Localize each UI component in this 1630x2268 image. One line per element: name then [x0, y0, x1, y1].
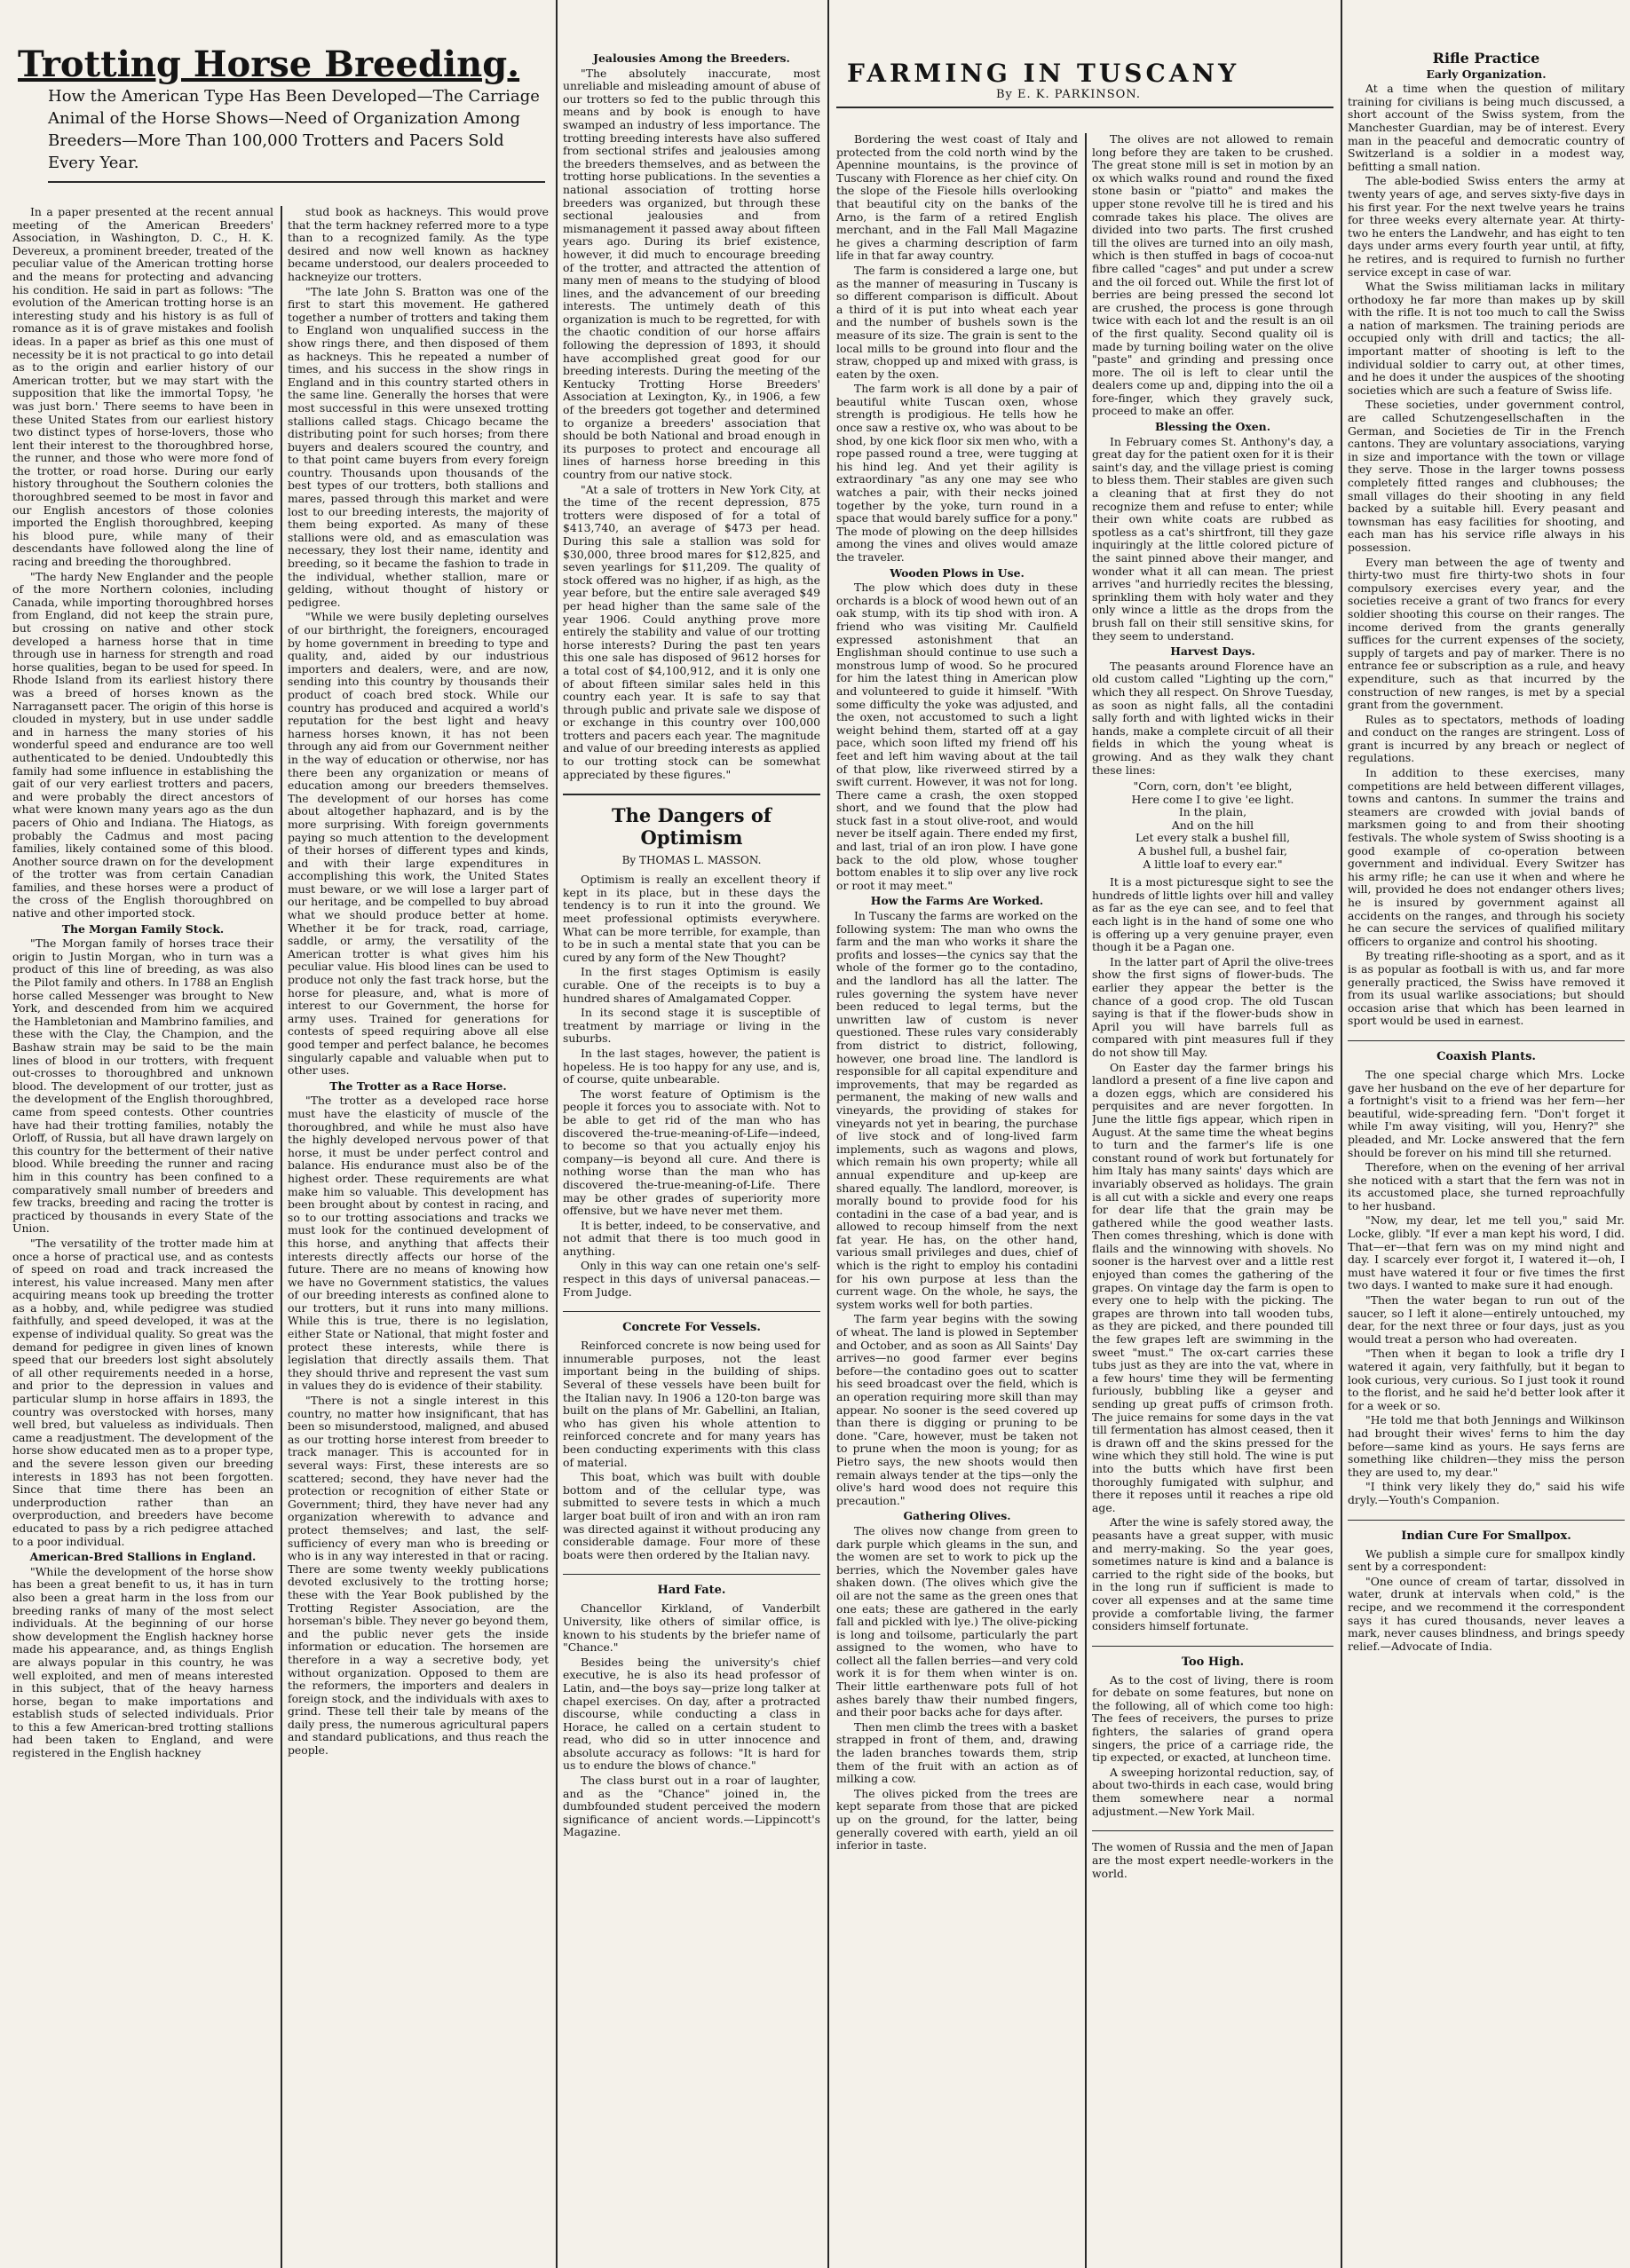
paragraph: The class burst out in a roar of laughter, and as the "Chance" joined in, the dumbfounded student perceived the modern significance of ancient words.—Lippincott's Magazine. — [563, 1774, 820, 1839]
verse-line: A bushel full, a bushel fair, — [1138, 844, 1287, 858]
paragraph: Therefore, when on the evening of her arrival she noticed with a start that the fern was not in its accustomed place, she turned reproachfully to her husband. — [1348, 1160, 1625, 1213]
paragraph: The worst feature of Optimism is the people it forces you to associate with. Not to be able to get rid of the man who has discovered the-true-meaning-of-Life—indeed, to become so that you actually enjoy his company—is beyond all cure. And there is nothing worse than the man who has discovered the-true-meaning-of-Life. There may be other grades of superiority more offensive, but we have never met them. — [563, 1087, 820, 1218]
paragraph: In its second stage it is susceptible of treatment by marriage or living in the suburbs. — [563, 1006, 820, 1046]
verse-line: A little loaf to every ear." — [1143, 857, 1283, 871]
paragraph: "While the development of the horse show has been a great benefit to us, it has in turn also been a great harm in the loss from our breeding ranks of many of the most select individuals. At the beginning of our horse show development the English hackney horse made his appearance, and, as things English are always popular in this country, he was well exploited, and men of means interested in this subject, that of the heavy harness horse, began to make importations and establish studs of selected individuals. Prior to this a few American-bred trotting stallions had been taken to England, and were registered in the English hackney — [12, 1564, 273, 1760]
paragraph: In February comes St. Anthony's day, a great day for the patient oxen for it is their saint's day, and the village priest is coming to bless them. Their stables are given such a cleaning that at first they do not recognize them and refuse to enter; while their own white coats are rubbed as spotless as a cat's shirtfront, till they gaze inquiringly at the little colored picture of the saint pinned above their manger, and wonder what it all can mean. The priest arrives "and hurriedly recites the blessing, sprinkling them with holy water and they only wince a little as the drops from the brush fall on their still sensitive skins, for they seem to understand. — [1092, 434, 1333, 643]
paragraph: "Now, my dear, let me tell you," said Mr. Locke, glibly. "If ever a man kept his word, I did. That—er—that fern was on my mind night and day. I scarcely ever forgot it, I watered it—oh, I must have watered it four or five times the first two days. I wanted to make sure it had enough. — [1348, 1213, 1625, 1292]
column-rule — [556, 0, 558, 2268]
paragraph: "One ounce of cream of tartar, dissolved in water, drunk at intervals when cold," is the recipe, and we recommend it the correspondent says it has cured thousands, never leaves a mark, never causes blindness, and brings speedy relief.—Advocate of India. — [1348, 1574, 1625, 1653]
farming-header — [836, 39, 1333, 117]
column-1 — [12, 206, 273, 2262]
trotting-title: Trotting Horse Breeding. — [18, 43, 520, 85]
divider — [836, 107, 1333, 108]
trotting-col1-a — [12, 206, 273, 921]
paragraph: The olives picked from the trees are kept separate from those that are picked up on the ground, for the latter, being generally covered with earth, yield an oil inferior in taste. — [836, 1786, 1078, 1853]
paragraph: "The late John S. Bratton was one of the first to start this movement. He gathered together a number of trotters and taking them to England won unqualified success in the show rings there, and then disposed of them as hackneys. This he repeated a number of times, and his success in the show rings in England and in this country started others in the same line. Generally the horses that were most successful in this were unsexed trotting stallions called stags. Chicago became the distributing point for such horses; from there buyers and dealers scoured the country, and to that point came buyers from every foreign country. Thousands upon thousands of the best types of our trotters, both stallions and mares, passed through this market and were lost to our breeding interests, the majority of them being exported. As many of these stallions were old, and as emasculation was necessary, they lost their name, identity and breeding, so it became the fashion to trade in the individual, whether stallion, mare or gelding, without thought of history or pedigree. — [288, 284, 549, 609]
paragraph: In addition to these exercises, many competitions are held between different villages, towns and cantons. In summer the trains and steamers are crowded with jovial bands of marksmen going to and from their shooting festivals. The whole system of Swiss shooting is a good example of co-operation between government and individual. Every Switzer has his army rifle; he can use it when and where he will, provided he does not endanger others lives; he is insured by government against all accidents on the ranges, and through his society he can secure the services of qualified military officers to organize and control his shooting. — [1348, 766, 1625, 948]
verse-line: In the plain, — [1178, 805, 1247, 819]
subheading: Early Organization. — [1426, 67, 1547, 81]
paragraph: The farm work is all done by a pair of beautiful white Tuscan oxen, whose strength is prodigious. He tells how he once saw a restive ox, who was about to be shod, by one kick floor six men who, with a rope passed round a tree, were tugging at his hind leg. And yet their agility is extraordinary "as any one may see who watches a pair, with their necks joined together by the yoke, turn round in a space that would barely suffice for a pony." The mode of plowing on the deep hillsides among the vines and olives would amaze the traveler. — [836, 382, 1078, 564]
paragraph: In the last stages, however, the patient is hopeless. He is too happy for any use, and is, of course, quite unbearable. — [563, 1046, 820, 1087]
subheading: How the Farms Are Worked. — [870, 894, 1044, 908]
paragraph: "While we were busily depleting ourselves of our birthright, the foreigners, encouraged by home government in breeding to type and quality, and, aided by our industrious importers and dealers, were, and are now, sending into this country by thousands their product of coach bred stock. While our country has produced and acquired a world's reputation for the best light and heavy harness horses known, it has not been through any aid from our Government neither in the way of education or otherwise, nor has there been any organization or means of education among our breeders themselves. The development of our horses has come about altogether haphazard, and is by the more surprising. With foreign governments paying so much attention to the development of their horses of different types and kinds, and with their large expenditures in accomplishing this work, the United States must beware, or we will lose a larger part of our heritage, and be compelled to buy abroad what we should produce better at home. Whether it be for track, road, carriage, saddle, or army, the versatility of the American trotter is what gives him his peculiar value. His blood lines can be used to produce not only the fast track horse, but the horse for pleasure, and, what is more of interest to our Government, the horse for army uses. Trained for generations for contests of speed requiring above all else good temper and perfect balance, he becomes singularly capable and valuable when put to other uses. — [288, 610, 549, 1078]
paragraph: Chancellor Kirkland, of Vanderbilt University, like others of similar office, is known to his students by the briefer name of "Chance." — [563, 1601, 820, 1655]
paragraph: The farm year begins with the sowing of wheat. The land is plowed in September and October, and as soon as All Saints' Day arrives—no good farmer ever begins before—the contadino goes out to scatter his seed broadcast over the field, which is an operation requiring more skill than may appear. No sooner is the seed covered up than there is digging or pruning to be done. "Care, however, must be taken not to prune when the moon is young; for as Pietro says, the new shoots would then remain always tender at the tips—only the olive's hard wood does not require this precaution." — [836, 1312, 1078, 1507]
paragraph: The olives now change from green to dark purple which gleams in the sun, and the women are set to work to pick up the berries, which the November gales have shaken down. (The olives which give the oil are not the same as the green ones that one eats; these are gathered in the early fall and pickled with lye.) The olive-picking is long and toilsome, particularly the part assigned to the women, who have to collect all the fallen berries—and very cold work it is for them when winter is on. Their little earthenware pots full of hot ashes barely thaw their numbed fingers, and their poor backs ache for days after. — [836, 1523, 1078, 1719]
paragraph: In Tuscany the farms are worked on the following system: The man who owns the farm and the man who works it share the profits and losses—the cynics say that the whole of the former go to the contadino, and the landlord has all the latter. The rules governing the system have never been reduced to legal terms, but the unwritten law of custom is never questioned. These rules vary considerably from district to district, following, however, one broad line. The landlord is responsible for all capital expenditure and improvements, that may be regarded as permanent, the making of new walls and vineyards, the providing of stakes for vineyards not yet in bearing, the purchase of live stock and of long-lived farm implements, such as wagons and plows, which remain his own property; while all annual expenditure and up-keep are shared equally. The landlord, moreover, is morally bound to provide food for his contadini in the case of a bad year, and is allowed to recoup himself from the next fat year. He has, on the other hand, various small privileges and dues, chief of which is the right to employ his contadini for his own purpose at less than the current wage. On the whole, he says, the system works well for both parties. — [836, 909, 1078, 1311]
verse-line: Here come I to give 'ee light. — [1131, 792, 1294, 806]
paragraph: A sweeping horizontal reduction, say, of about two-thirds in each case, would bring them somewhere near a normal adjustment.—New York Mail. — [1092, 1765, 1333, 1818]
farming-title: FARMING IN TUSCANY — [847, 59, 1240, 88]
paragraph: Rules as to spectators, methods of loading and conduct on the ranges are stringent. Loss of grant is incurred by any breach or neglect of regulations. — [1348, 712, 1625, 765]
paragraph: By treating rifle-shooting as a sport, and as it is as popular as football is with us, and far more generally practiced, the Swiss have removed it from its usual warlike associations; but should occasion arise that which has been learned in sport would be used in earnest. — [1348, 949, 1625, 1028]
paragraph: Only in this way can one retain one's self-respect in this days of universal panaceas.—From Judge. — [563, 1259, 820, 1299]
optimism-title: The Dangers of Optimism — [563, 794, 820, 849]
verse-block — [1092, 780, 1333, 871]
paragraph: This boat, which was built with double bottom and of the cellular type, was submitted to severe tests in which a much larger boat built of iron and with an iron ram was directed against it without producing any considerable damage. Four more of these boats were then ordered by the Italian navy. — [563, 1470, 820, 1561]
hardfate-title: Hard Fate. — [563, 1574, 820, 1597]
paragraph: The farm is considered a large one, but as the manner of measuring in Tuscany is so different comparison is difficult. About a third of it is put into wheat each year and the number of bushels sown is the measure of its size. The grain is sent to the local mills to be ground into flour and the straw, chopped up and mixed with grass, is eaten by the oxen. — [836, 263, 1078, 381]
subheading: Jealousies Among the Breeders. — [593, 51, 790, 65]
column-4 — [836, 133, 1078, 2262]
toohigh-title: Too High. — [1092, 1646, 1333, 1669]
paragraph: Bordering the west coast of Italy and protected from the cold north wind by the Apennine mountains, is the province of Tuscany with Florence as her chief city. On the slope of the Fiesole hills overlooking that beautiful city on the banks of the Arno, is the farm of a retired English merchant, and in the Fall Mall Magazine he gives a charming description of farm life in that far away country. — [836, 133, 1078, 263]
paragraph: Reinforced concrete is now being used for innumerable purposes, not the least important being in the building of ships. Several of these vessels have been built for the Italian navy. In 1906 a 120-ton barge was built on the plans of Mr. Gabellini, an Italian, who has given his whole attention to reinforced concrete and for many years has been conducting experiments with this class of material. — [563, 1339, 820, 1469]
paragraph: The peasants around Florence have an old custom called "Lighting up the corn," which they all respect. On Shrove Tuesday, as soon as night falls, all the contadini sally forth and with lighted wicks in their hands, make a complete circuit of all their fields in which the young wheat is growing. And as they walk they chant these lines: — [1092, 659, 1333, 777]
verse-line: And on the hill — [1171, 818, 1254, 832]
paragraph: "The versatility of the trotter made him at once a horse of practical use, and as contests of speed on road and track increased the interest, his value increased. Many men after acquiring means took up breeding the trotter as a hobby, and, while pedigree was studied faithfully, and speed developed, it was at the expense of individual quality. So great was the demand for pedigree in given lines of known speed that our breeders lost sight absolutely of all other requirements needed in a horse, and prior to the depression in values and particular slump in horse affairs in 1893, the country was overstocked with horses, many well bred, but valueless as individuals. Then came a readjustment. The development of the horse show educated men as to a proper type, and the severe lesson given our breeding interests in 1893 has not been forgotten. Since that time there has been an underproduction rather than an overproduction, and breeders have become educated to pass by a rich pedigree attached to a poor individual. — [12, 1236, 273, 1548]
women-note — [1092, 1830, 1333, 1880]
paragraph: What the Swiss militiaman lacks in military orthodoxy he far more than makes up by skill with the rifle. It is not too much to call the Swiss a nation of marksmen. The training periods are occupied only with drill and tactics; the all-important matter of shooting is left to the individual soldier to carry out, at other times, and he does it under the auspices of the shooting societies which are such a feature of Swiss life. — [1348, 280, 1625, 397]
paragraph: "There is not a single interest in this country, no matter how insignificant, that has been so misunderstood, maligned, and abused as our trotting horse interest from breeder to track manager. This is accounted for in several ways: First, these interests are so scattered; second, they have never had the protection or recognition of either State or Government; third, they have never had any organization wherewith to advance and protect themselves; and last, the self-sufficiency of every man who is breeding or who is in any way interested in that or racing. There are some twenty weekly publications devoted exclusively to the trotting horse; these with the Year Book published by the Trotting Register Association, are the horseman's bible. They never go beyond them, and the public never gets the inside information or education. The horsemen are therefore in a way a secretive body, yet without organization. Opposed to them are the reformers, the importers and dealers in foreign stock, and the individuals with axes to grind. These tell their tale by means of the daily press, the numerous agricultural papers and standard publications, and thus reach the people. — [288, 1394, 549, 1758]
column-5 — [1092, 133, 1333, 2262]
paragraph: stud book as hackneys. This would prove that the term hackney referred more to a type than to a recognized family. As the type desired and now well known as hackney became understood, our dealers proceeded to hackneyize our trotters. — [288, 206, 549, 283]
column-6 — [1348, 50, 1625, 2262]
paragraph: We publish a simple cure for smallpox kindly sent by a correspondent: — [1348, 1546, 1625, 1574]
plants-title: Coaxish Plants. — [1348, 1040, 1625, 1063]
paragraph: "At a sale of trotters in New York City, at the time of the recent depression, 875 trotters were disposed of for a total of $413,740, an average of $473 per head. During this sale a stallion was sold for $30,000, three brood mares for $12,825, and seven yearlings for $11,209. The quality of stock offered was no higher, if as high, as the year before, but the entire sale averaged $49 per head higher than the same sale of the year 1906. Could anything prove more entirely the stability and value of our trotting horse interests? During the past ten years this one sale has disposed of 9612 horses for a total cost of $4,100,912, and it is only one of about fifteen similar sales held in this country each year. It is safe to say that through public and private sale we dispose of or exchange in this country over 100,000 trotters and pacers each year. The magnitude and value of our breeding interests as applied to our trotting stock can be somewhat appreciated by these figures." — [563, 482, 820, 781]
paragraph: The plow which does duty in these orchards is a block of wood hewn out of an oak stump, with its tip shod with iron. A friend who was visiting Mr. Caulfield expressed astonishment that an Englishman should continue to use such a monstrous lump of wood. So he procured for him the latest thing in American plow and volunteered to guide it himself. "With some difficulty the yoke was adjusted, and the oxen, not accustomed to such a light weight behind them, started off at a gay pace, which soon lifted my friend off his feet and left him waving about at the tail of that plow, like riverweed stirred by a swift current. However, it was not for long. There came a crash, the oxen stopped short, and we found that the plow had stuck fast in a stout olive-root, and would never be itself again. There ended my first, and last, trial of an iron plow. I have gone back to the old plow, whose tougher bottom enables it to slip over any live rock or root it may meet." — [836, 581, 1078, 892]
paragraph: Besides being the university's chief executive, he is also its head professor of Latin, and—the boys say—prize long talker at chapel exercises. On day, after a protracted discourse, while conducting a class in Horace, he called on a certain student to read, who did so in utter innocence and absolute accuracy as follows: "It is hard for us to endure the blows of chance." — [563, 1655, 820, 1773]
paragraph: In a paper presented at the recent annual meeting of the American Breeders' Association, in Washington, D. C., H. K. Devereux, a prominent breeder, treated of the peculiar value of the American trotting horse and the means for protecting and advancing his condition. He said in part as follows: "The evolution of the American trotting horse is an interesting study and his history is as full of romance as it is of grave mistakes and foolish ideas. In a paper as brief as this one must of necessity be it is not practical to go into detail as to the origin and earlier history of our American trotter, but we may start with the supposition that like the immortal Topsy, 'he was just born.' There seems to have been in these United States from our earliest history two distinct types of horse-lovers, those who lent their interest to the thoroughbred horse, the runner, and those who were more fond of the trotter, or road horse. During our early history throughout the Southern colonies the thoroughbred seemed to be most in favor and our English ancestors of those colonies imported the English thoroughbred, keeping his blood pure, while many of their descendants have followed along the line of racing and breeding the thoroughbred. — [12, 206, 273, 569]
column-rule — [1085, 133, 1087, 2268]
indian-title: Indian Cure For Smallpox. — [1348, 1520, 1625, 1543]
paragraph: "The absolutely inaccurate, most unreliable and misleading amount of abuse of our trotters so fed to the public through this means and by book is enough to have swamped an industry of less importance. The trotting breeding interests have also suffered from sectional strifes and jealousies among the breeders themselves, and as between the trotting horse publications. In the seventies a national association of trotting horse breeders was organized, but through these sectional jealousies and from mismanagement it passed away about fifteen years ago. During its brief existence, however, it did much to encourage breeding of the trotter, and attracted the attention of many men of means to the studying of blood lines, and the advancement of our breeding interests. The untimely death of this organization is much to be regretted, for with the chaotic condition of our horse affairs following the depression of 1893, it should have accomplished great good for our breeding interests. During the meeting of the Kentucky Trotting Horse Breeders' Association at Lexington, Ky., in 1906, a few of the breeders got together and determined to organize a breeders' association that should be both National and broad enough in its purposes to protect and encourage all lines of harness horse breeding in this country from our native stock. — [563, 66, 820, 481]
paragraph: "The Morgan family of horses trace their origin to Justin Morgan, who in turn was a product of this line of breeding, as was also the Pilot family and others. In 1788 an English horse called Messenger was brought to New York, and descended from him we acquired the Hambletonian and Mambrino families, and these with the Clay, the Champion, and the Bashaw strain may be said to be the main lines of blood in our trotters, with frequent out-crosses to thoroughbred and unknown blood. The development of our trotter, just as the development of the English thoroughbred, came from speed contests. Other countries have had their trotting families, notably the Orloff, of Russia, but all have drawn largely on this country for the betterment of their native blood. While breeding the runner and racing him in this country has been confined to a comparatively small number of breeders and few tracks, breeding and racing the trotter is practiced by thousands in every State of the Union. — [12, 936, 273, 1236]
trotting-deck: How the American Type Has Been Developed—The Carriage Animal of the Horse Shows—Need of Organization Among Breeders—More Than 100,000 Trotters and Pacers Sold Every Year. — [48, 85, 545, 183]
verse-line: Let every stalk a bushel fill, — [1135, 831, 1291, 845]
paragraph: As to the cost of living, there is room for debate on some features, but none on the following, all of which come too high: The fees of receivers, the purses to prize fighters, the salaries of grand opera singers, the price of a carriage ride, the tip expected, or exacted, at luncheon time. — [1092, 1672, 1333, 1765]
paragraph: In the latter part of April the olive-trees show the first signs of flower-buds. The earlier they appear the better is the chance of a good crop. The old Tuscan saying is that if the flower-buds show in April you will have barrels full as compared with pint measures full if they do not show till May. — [1092, 954, 1333, 1059]
concrete-title: Concrete For Vessels. — [563, 1311, 820, 1334]
verse-line: "Corn, corn, don't 'ee blight, — [1133, 779, 1293, 794]
subheading: The Trotter as a Race Horse. — [329, 1079, 507, 1093]
subheading: Wooden Plows in Use. — [890, 565, 1025, 580]
paragraph: On Easter day the farmer brings his landlord a present of a fine live capon and a dozen eggs, which are considered his perquisites and are never forgotten. In June the little figs appear, which ripen in August. At the same time the wheat begins to turn and the farmer's life is one constant round of work but fortunately for him Italy has many saints' days which are invariably observed as holidays. The grain is all cut with a sickle and every one reaps for dear life that the grain may be gathered while the good weather lasts. Then comes threshing, which is done with flails and the winnowing with shovels. No sooner is the harvest over and a little rest enjoyed than comes the gathering of the grapes. On vintage day the farm is open to every one to help with the picking. The grapes are thrown into tall wooden tubs, as they are picked, and there pounded till the few grapes left are swimming in the sweet "must." The ox-cart carries these tubs just as they are into the vat, where in a few hours' time they will be fermenting furiously, bubbling like a geyser and sending up great puffs of crimson froth. The juice remains for some days in the vat till fermentation has almost ceased, then it is drawn off and the skins pressed for the wine which they still hold. The wine is put into the butts which have first been thoroughly fumigated with sulphur, and there it reposes until it reaches a ripe old age. — [1092, 1060, 1333, 1514]
paragraph: At a time when the question of military training for civilians is being much discussed, a short account of the Swiss system, from the Manchester Guardian, may be of interest. Every man in the peaceful and democratic country of Switzerland is a soldier in a modest way, befitting a small nation. — [1348, 82, 1625, 173]
swiss-title: Rifle Practice — [1432, 50, 1540, 67]
farming-byline: By E. K. PARKINSON. — [996, 88, 1141, 101]
subheading: Gathering Olives. — [903, 1509, 1011, 1523]
paragraph: "He told me that both Jennings and Wilkinson had brought their wives' ferns to him the day before—same kind as yours. He says ferns are something like children—they miss the person they are used to, my dear." — [1348, 1413, 1625, 1479]
paragraph: These societies, under government control, are called Schutzengesellschaften in the German, and Societies de Tir in the French cantons. They are voluntary associations, varying in size and importance with the town or village they serve. Those in the larger towns possess completely fitted ranges and clubhouses; the small villages do their shooting in any field backed by a suitable hill. Every peasant and townsman has easy facilities for shooting, and each man has his service rifle always in his possession. — [1348, 398, 1625, 554]
paragraph: "The trotter as a developed race horse must have the elasticity of muscle of the thoroughbred, and while he must also have the highly developed nervous power of that horse, it must be under perfect control and balance. His endurance must also be of the highest order. These requirements are what make him so valuable. This development has been brought about by contest in racing, and so to our trotting associations and tracks we must look for the continued development of this horse, and anything that affects their interests directly affects our horse of the future. There are no means of knowing how we have no Government statistics, the values of our breeding interests as confined alone to our trotters, but it runs into many millions. While this is true, there is no legislation, either State or National, that might foster and protect these interests, while there is legislation that directly assails them. That they should thrive and represent the vast sum in values they do is evidence of their stability. — [288, 1094, 549, 1393]
trotting-header — [12, 43, 545, 194]
column-2 — [288, 206, 549, 2262]
paragraph: Every man between the age of twenty and thirty-two must fire thirty-two shots in four compulsory exercises every year, and the societies receive a grant of two francs for every soldier shooting this course on their ranges. The income derived from the grants generally suffices for the current expenses of the society, supply of targets and pay of marker. There is no entrance fee or subscription as a rule, and heavy expenditure, such as that incurred by the construction of new ranges, is met by a special grant from the government. — [1348, 555, 1625, 712]
paragraph: It is a most picturesque sight to see the hundreds of little lights over hill and valley as far as the eye can see, and to feel that each light is in the hand of some one who is offering up a very genuine prayer, even though it be a Pagan one. — [1092, 875, 1333, 954]
column-rule — [1341, 0, 1342, 2268]
paragraph: "The hardy New Englander and the people of the more Northern colonies, including Canada, while importing thoroughbred horses from England, did not keep the strain pure, but crossing on native and other stock developed a harness horse that in time through use in harness for strength and road horse qualities, began to be used for speed. In Rhode Island from its earliest history there was a breed of horses known as the Narragansett pacer. The origin of this horse is clouded in mystery, but in use under saddle and in harness the many stories of his wonderful speed and endurance are too well authenticated to be denied. Undoubtedly this family had some influence in establishing the gait of our very earliest trotters and pacers, and were probably the direct ancestors of what were known many years ago as the dun pacers of Ohio and Indiana. The Hiatogs, as probably the Cadmus and most pacing families, likely contained some of this blood. Another source drawn on for the development of the trotter was from certain Canadian families, and these horses were a product of the cross of the English thoroughbred on native and other imported stock. — [12, 569, 273, 921]
subheading: Blessing the Oxen. — [1154, 420, 1271, 434]
paragraph: The olives are not allowed to remain long before they are taken to be crushed. The great stone mill is set in motion by an ox which walks round and round the fixed stone basin or "piatto" and makes the upper stone revolve till he is tired and his comrade takes his place. The olives are divided into two parts. The first crushed till the olives are turned into an oily mash, which is then stuffed in bags of cocoa-nut fibre called "cages" and put under a screw and the oil forced out. While the first lot of berries are being pressed the second lot are crushed, the process is gone through twice with each lot and the result is an oil of the first quality. Second quality oil is made by turning boiling water on the olive "paste" and grinding and pressing once more. The oil is left to clear until the dealers come up and, dipping into the oil a fore-finger, which they gravely suck, proceed to make an offer. — [1092, 133, 1333, 418]
column-3 — [563, 50, 820, 2262]
column-rule — [827, 0, 829, 2268]
paragraph: In the first stages Optimism is easily curable. One of the receipts is to buy a hundred shares of Amalgamated Copper. — [563, 965, 820, 1005]
subheading: The Morgan Family Stock. — [61, 921, 225, 936]
paragraph: It is better, indeed, to be conservative, and not admit that there is too much good in anything. — [563, 1218, 820, 1258]
paragraph: "Then when it began to look a trifle dry I watered it again, very faithfully, but it began to look curious, very curious. So I just took it round to the florist, and he said he'd better look after it for a week or so. — [1348, 1347, 1625, 1412]
subheading: American-Bred Stallions in England. — [29, 1550, 257, 1564]
paragraph: Then men climb the trees with a basket strapped in front of them, and, drawing the laden branches towards them, strip them of the fruit with an action as of milking a cow. — [836, 1719, 1078, 1786]
optimism-byline: By THOMAS L. MASSON. — [621, 854, 762, 867]
column-rule — [281, 206, 282, 2268]
paragraph: "Then the water began to run out of the saucer, so I left it alone—entirely untouched, my dear, for the next three or four days, just as you would treat a person who had overeaten. — [1348, 1293, 1625, 1346]
women-text: The women of Russia and the men of Japan are the most expert needle-workers in the world. — [1092, 1840, 1333, 1881]
paragraph: The one special charge which Mrs. Locke gave her husband on the eve of her departure for a fortnight's visit to a friend was her fern—her beautiful, wide-spreading fern. "Don't forget it while I'm away visiting, will you, Henry?" she pleaded, and Mr. Locke answered that the fern should be forever on his mind till she returned. — [1348, 1067, 1625, 1159]
paragraph: The able-bodied Swiss enters the army at twenty years of age, and serves sixty-five days in his first year. For the next twelve years he trains for three weeks every alternate year. At thirty-two he enters the Landwehr, and has eight to ten days under arms every fourth year until, at fifty, he retires, and is required to furnish no further service except in case of war. — [1348, 174, 1625, 279]
paragraph: Optimism is really an excellent theory if kept in its place, but in these days the tendency is to run it into the ground. We meet professional optimists everywhere. What can be more terrible, for example, than to be in such a mental state that you can be cured by any form of the New Thought? — [563, 873, 820, 964]
subheading: Harvest Days. — [1170, 644, 1255, 659]
paragraph: After the wine is safely stored away, the peasants have a great supper, with music and merry-making. So the year goes, sometimes nature is kind and a balance is carried to the right side of the books, but in the long run if sufficient is made to cover all expenses and at the same time provide a comfortable living, the farmer considers himself fortunate. — [1092, 1515, 1333, 1633]
paragraph: "I think very likely they do," said his wife dryly.—Youth's Companion. — [1348, 1480, 1625, 1506]
